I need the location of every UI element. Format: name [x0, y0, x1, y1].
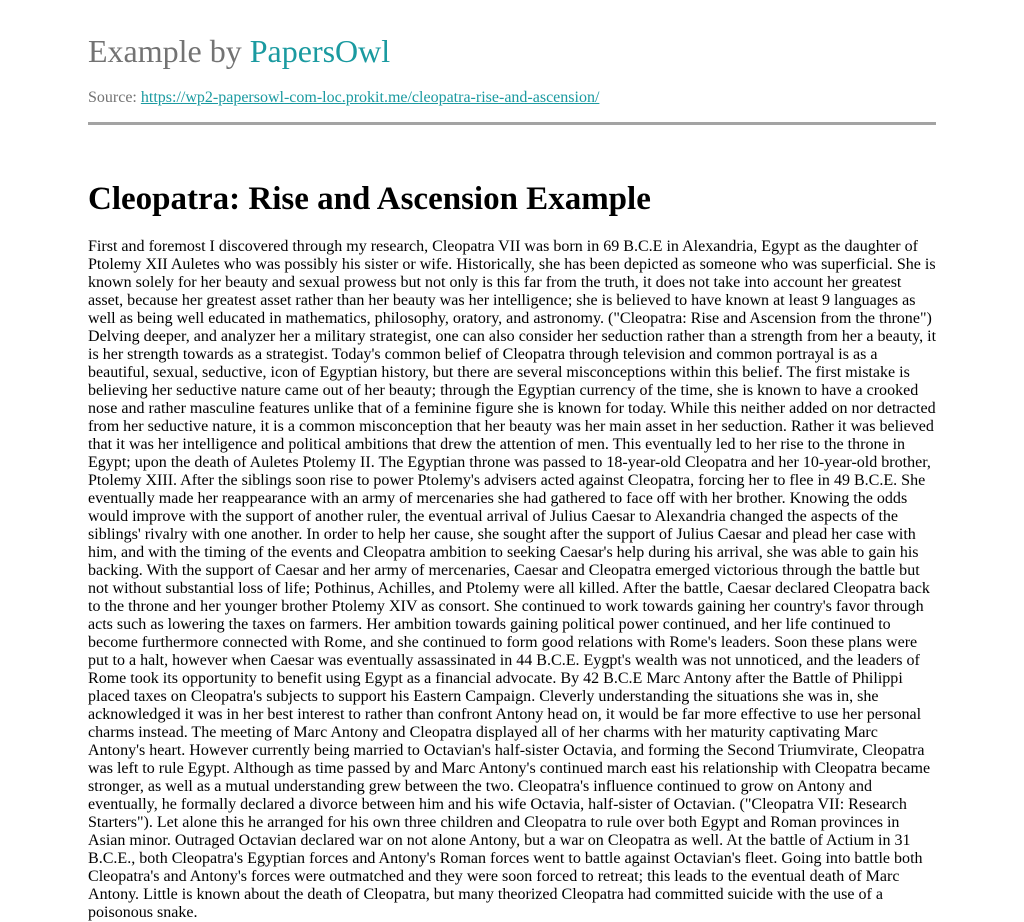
brand-name[interactable]: PapersOwl — [249, 33, 391, 69]
site-brand — [88, 31, 390, 71]
source-label: Source: — [88, 89, 141, 106]
source-line — [88, 88, 599, 108]
header-divider — [88, 122, 936, 125]
article-title: Cleopatra: Rise and Ascension Example — [88, 181, 651, 217]
source-link[interactable]: https://wp2-papersowl-com-loc.prokit.me/cleopatra-rise-and-ascension/ — [140, 89, 600, 106]
brand-prefix: Example by — [88, 33, 250, 69]
article-body: First and foremost I discovered through my research, Cleopatra VII was born in 69 B.C.E in Alexandria, Egypt as the daughter of Ptolemy XII Auletes who was possibly his sister or wife. Historically, she has been depicted as someone who was superficial. She is known solely for her beauty and sexual prowess but not only is this far from the truth, it does not take into account her greatest asset, because her greatest asset rather than her beauty was her intelligence; she is believed to have known at least 9 languages as well as being well educated in mathematics, philosophy, oratory, and astronomy. ("Cleopatra: Rise and Ascension from the throne") Delving deeper, and analyzer her a military strategist, one can also consider her seduction rather than a strength from her a beauty, it is her strength towards as a strategist. Today's common belief of Cleopatra through television and common portrayal is as a beautiful, sexual, seductive, icon of Egyptian history, but there are several misconceptions within this belief. The first mistake is believing her seductive nature came out of her beauty; through the Egyptian currency of the time, she is known to have a crooked nose and rather masculine features unlike that of a feminine figure she is known for today. While this neither added on nor detracted from her seductive nature, it is a common misconception that her beauty was her main asset in her seduction. Rather it was believed that it was her intelligence and political ambitions that drew the attention of men. This eventually led to her rise to the throne in Egypt; upon the death of Auletes Ptolemy II. The Egyptian throne was passed to 18-year-old Cleopatra and her 10-year-old brother, Ptolemy XIII. After the siblings soon rise to power Ptolemy's advisers acted against Cleopatra, forcing her to flee in 49 B.C.E. She eventually made her reappearance with an army of mercenaries she had gathered to face off with her brother. Knowing the odds would improve with the support of another ruler, the eventual arrival of Julius Caesar to Alexandria changed the aspects of the siblings' rivalry with one another. In order to help her cause, she sought after the support of Julius Caesar and plead her case with him, and with the timing of the events and Cleopatra ambition to seeking Caesar's help during his arrival, she was able to gain his backing. With the support of Caesar and her army of mercenaries, Caesar and Cleopatra emerged victorious through the battle but not without substantial loss of life; Pothinus, Achilles, and Ptolemy were all killed. After the battle, Caesar declared Cleopatra back to the throne and her younger brother Ptolemy XIV as consort. She continued to work towards gaining her country's favor through acts such as lowering the taxes on farmers. Her ambition towards gaining political power continued, and her life continued to become furthermore connected with Rome, and she continued to form good relations with Rome's leaders. Soon these plans were put to a halt, however when Caesar was eventually assassinated in 44 B.C.E. Eygpt's wealth was not unnoticed, and the leaders of Rome took its opportunity to benefit using Egypt as a financial advocate. By 42 B.C.E Marc Antony after the Battle of Philippi placed taxes on Cleopatra's subjects to support his Eastern Campaign. Cleverly understanding the situations she was in, she acknowledged it was in her best interest to rather than confront Antony head on, it would be far more effective to use her personal charms instead. The meeting of Marc Antony and Cleopatra displayed all of her charms with her maturity captivating Marc Antony's heart. However currently being married to Octavian's half-sister Octavia, and forming the Second Triumvirate, Cleopatra was left to rule Egypt. Although as time passed by and Marc Antony's continued march east his relationship with Cleopatra became stronger, as well as a mutual understanding grew between the two. Cleopatra's influence continued to grow on Antony and eventually, he formally declared a divorce between him and his wife Octavia, half-sister of Octavian. ("Cleopatra VII: Research Starters"). Let alone this he arranged for his own three children and Cleopatra to rule over both Egypt and Roman provinces in Asian minor. Outraged Octavian declared war on not alone Antony, but a war on Cleopatra as well. At the battle of Actium in 31 B.C.E., both Cleopatra's Egyptian forces and Antony's Roman forces went to battle against Octavian's fleet. Going into battle both Cleopatra's and Antony's forces were outmatched and they were soon forced to retreat; this leads to the eventual death of Marc Antony. Little is known about the death of Cleopatra, but many theorized Cleopatra had committed suicide with the use of a poisonous snake. — [88, 238, 937, 921]
